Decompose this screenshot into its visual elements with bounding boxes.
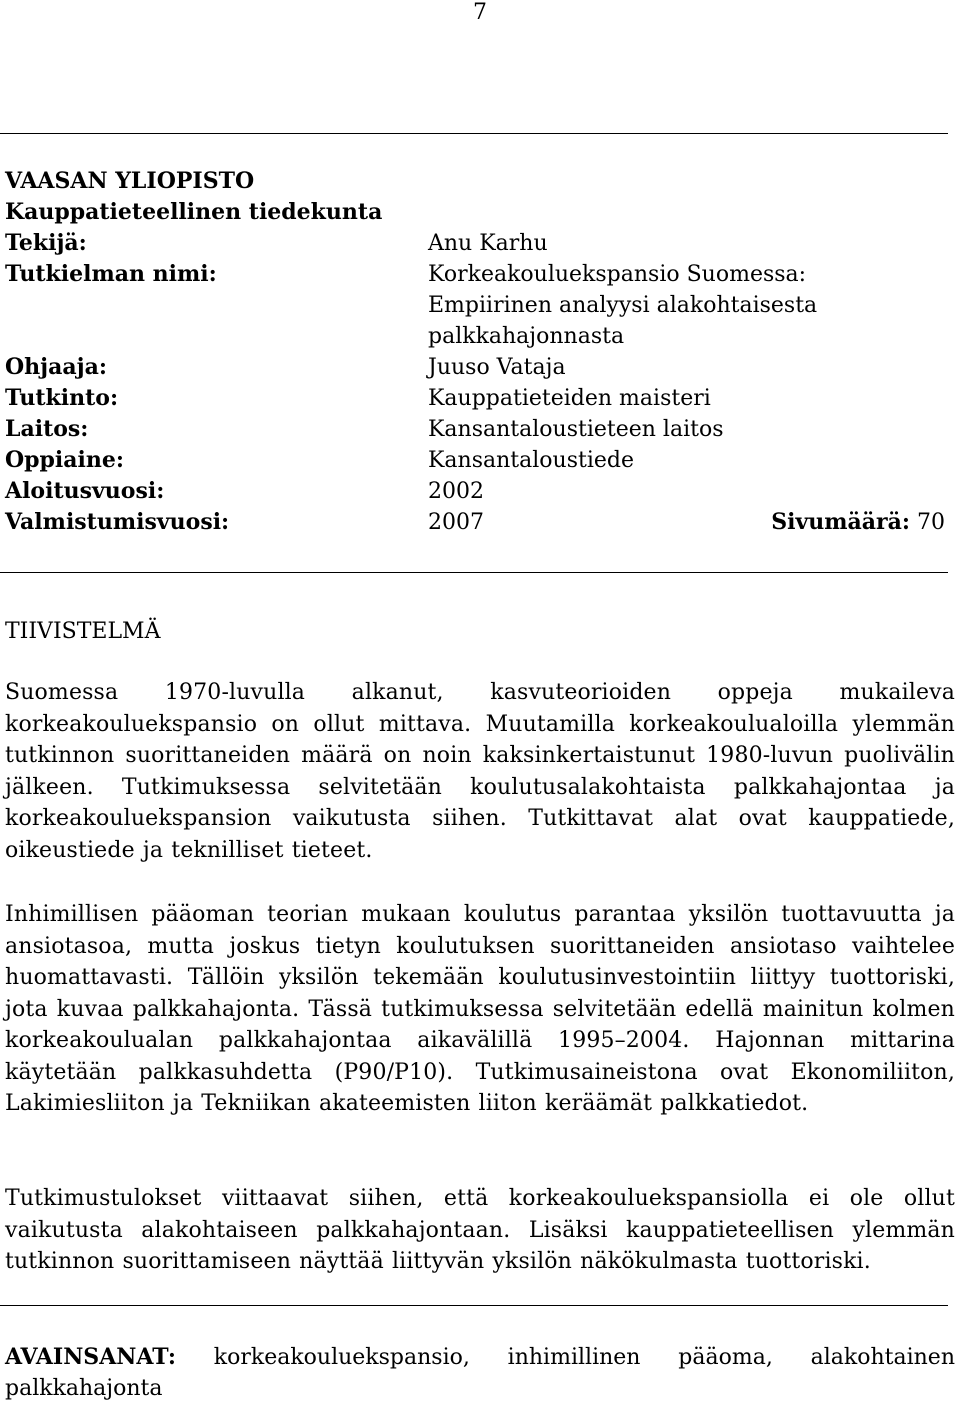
info-value: Anu Karhu xyxy=(428,231,548,256)
info-row-title-cont xyxy=(5,290,945,321)
info-label: Oppiaine: xyxy=(5,447,125,473)
info-value: 2007 xyxy=(428,510,484,535)
info-value: Kansantaloustieteen laitos xyxy=(428,417,724,442)
faculty-name: Kauppatieteellinen tiedekunta xyxy=(5,199,383,225)
keywords-label: AVAINSANAT: xyxy=(5,1344,176,1370)
info-value: Korkeakouluekspansio Suomessa: xyxy=(428,262,807,287)
keywords-text: korkeakouluekspansio, inhimillinen pääoma, alakohtainen palkkahajonta xyxy=(5,1345,955,1401)
info-row-title-cont xyxy=(5,321,945,352)
page-count-label: Sivumäärä: xyxy=(771,509,910,535)
info-row-subject xyxy=(5,445,945,476)
keywords xyxy=(5,1342,955,1404)
info-label: Tekijä: xyxy=(5,230,87,256)
info-label: Tutkinto: xyxy=(5,385,119,411)
footer-divider xyxy=(0,1305,948,1306)
info-value: 2002 xyxy=(428,479,484,504)
info-value: Kauppatieteiden maisteri xyxy=(428,386,711,411)
info-value: Juuso Vataja xyxy=(428,355,566,380)
info-label: Laitos: xyxy=(5,416,89,442)
abstract-paragraph-3: Tutkimustulokset viittaavat siihen, että korkeakouluekspansiolla ei ole ollut vaikutusta alakohtaiseen palkkahajontaan. Lisäksi kauppatieteellisen ylemmän tutkinnon suorittamiseen näyttää liittyvän yksilön näkökulmasta tuottoriski. xyxy=(5,1186,955,1274)
abstract-paragraph-1: Suomessa 1970-luvulla alkanut, kasvuteorioiden oppeja mukaileva korkeakouluekspansio on ollut mittava. Muutamilla korkeakoulualoilla ylemmän tutkinnon suorittaneiden määrä on noin kaksinkertaistunut 1980-luvun puolivälin jälkeen. Tutkimuksessa selvitetään koulutusalakohtaista palkkahajontaa ja korkeakouluekspansion vaikutusta siihen. Tutkittavat alat ovat kauppatiede, oikeustiede ja teknilliset tieteet. xyxy=(5,680,955,863)
info-value: Empiirinen analyysi alakohtaisesta xyxy=(428,293,818,318)
page-number: 7 xyxy=(473,0,487,25)
abstract-paragraph-2: Inhimillisen pääoman teorian mukaan koulutus parantaa yksilön tuottavuutta ja ansiotasoa, mutta joskus tietyn koulutuksen suorittaneiden ansiotaso vaihtelee huomattavasti. Tällöin yksilön tekemään koulutusinvestointiin liittyy tuottoriski, jota kuvaa palkkahajonta. Tässä tutkimuksessa selvitetään edellä mainitun kolmen korkeakoulualan palkkahajontaa aikavälillä 1995–2004. Hajonnan mittarina käytetään palkkasuhdetta (P90/P10). Tutkimusaineistona ovat Ekonomiliiton, Lakimiesliiton ja Tekniikan akateemisten liiton keräämät palkkatiedot. xyxy=(5,902,955,1116)
info-row-supervisor xyxy=(5,352,945,383)
info-label: Ohjaaja: xyxy=(5,354,107,380)
thesis-info-header xyxy=(5,166,945,538)
page-count xyxy=(771,507,945,538)
info-row-graduation-year xyxy=(5,507,945,538)
info-row-author xyxy=(5,228,945,259)
info-value: palkkahajonnasta xyxy=(428,324,625,349)
header-divider xyxy=(0,572,948,573)
university-name: VAASAN YLIOPISTO xyxy=(5,168,255,194)
info-label: Valmistumisvuosi: xyxy=(5,509,230,535)
info-row-degree xyxy=(5,383,945,414)
info-value: Kansantaloustiede xyxy=(428,448,634,473)
info-row-department xyxy=(5,414,945,445)
abstract-title: TIIVISTELMÄ xyxy=(5,619,161,644)
info-row-title xyxy=(5,259,945,290)
top-divider xyxy=(0,133,948,134)
info-label: Tutkielman nimi: xyxy=(5,261,217,287)
info-row-start-year xyxy=(5,476,945,507)
info-label: Aloitusvuosi: xyxy=(5,478,165,504)
page-count-value: 70 xyxy=(917,510,945,535)
